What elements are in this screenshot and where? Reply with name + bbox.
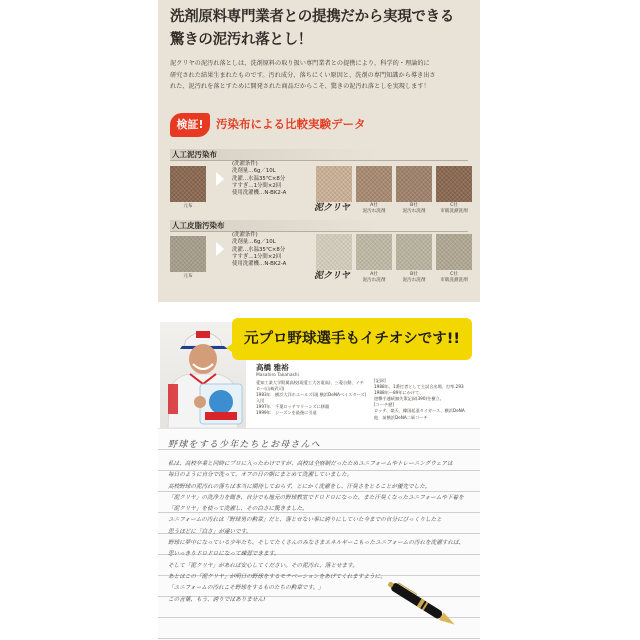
intro-line: 研究された結果生まれたものです。汚れ成分、落ちにくい原因と、洗剤の専門知識から導き出さ [170,71,436,79]
brand-label: 泥クリヤ [314,271,350,281]
arrow-right-icon [216,172,224,186]
career-line: ロッテ、楽天、韓国起亜タイガース、横浜DeNA [374,408,465,414]
endorsement-bubble: 元プロ野球選手もイチオシです!! [232,318,472,360]
result-swatch-c [436,234,472,270]
result-swatch-b [396,166,432,202]
condition-line: すすぎ…1分間×2回 [232,253,282,260]
letter-title: 野球をする少年たちとお母さんへ [168,440,321,450]
letter-line: ユニフォームの汚れは「野球男の勲章」だと、落とせない事に誇りにしていた今までの自分にびっくりしたと [168,517,442,524]
condition-line: 洗濯…水温35℃×8分 [232,175,286,182]
player-name-en: Masahiro Takahashi [256,373,299,378]
caption-line: B社 [410,272,418,277]
player-career [374,378,478,421]
intro-line: 泥クリヤの泥汚れ落としは、洗剤原料の取り扱い専門業者との提携により、科学的・理論的に [170,60,430,67]
fountain-pen-icon [378,578,470,634]
bio-line: 愛知工業大学附属高校(現愛工大名電高)、三菱自動、イチロー(山崎武司) [256,380,364,392]
letter-line: 「ユニフォームの汚れこそ野球をするものたちの勲章です。」 [168,585,324,592]
swatch-caption-c [434,272,474,284]
wash-conditions [232,232,312,268]
swatch-caption-b [394,272,434,284]
brand-label: 泥クリヤ [314,203,350,213]
swatch-caption: 元布 [183,204,193,209]
caption-line: 市販洗濯洗剤 [440,209,468,214]
letter-line: あとはこの「泥クリヤ」が明日の野球をするモチベーションをあげてくれますように。 [168,573,386,580]
player-bio [256,380,368,417]
player-endorsement [160,318,482,428]
letter-line: 毎日のように自分で洗って、オフの日の朝にまとめて洗濯していました。 [168,472,353,479]
bio-line: 1997年 千葉ロッテマリーンズに移籍 [256,404,330,410]
letter-line: 私は、高校卒業と同時にプロに入ったわけですが、高校は全寮制だったためユニフォームやトレーニングウェアは [168,461,453,467]
swatch-caption: 元布 [183,274,193,279]
condition-line: (洗濯条件) [232,232,258,238]
career-line: 1988年〜89年にかけて、 [374,390,424,396]
condition-line: すすぎ…1分間×2回 [232,182,282,189]
headline-line-1: 洗剤原料専門業者との提携だから実現できる [170,9,454,25]
verify-title: 汚染布による比較実験データ [216,117,366,131]
letter-line: 野球に夢中になっている少年たち、そしてたくさんのみなさまエネルギーこもったユニフォームの汚れを洗濯すれば、 [168,540,465,547]
letter-line: 「泥クリヤ」を使って洗濯し、その白さに驚きました。 [168,506,308,513]
bio-line: 1999年 シーズンを最後に引退 [256,410,317,416]
career-line: [コーチ歴] [374,402,395,408]
letter-line: 「泥クリヤ」の洗浄力を聞き、自分でも地元の野球教室でドロドロになった、また汗臭くなったユニフォームや下着を [168,494,464,501]
condition-line: 使用洗濯機…N-BK2-A [232,261,287,268]
headline [170,6,470,52]
original-cloth-swatch [170,236,206,272]
bio-line: 1983年 横浜大洋ホエールズ(現 横浜DeNAベイスターズ)入団 [256,392,367,404]
comparison-panel [158,0,480,302]
letter-line: 思うほどに「白さ」が違いです。 [168,528,252,535]
letter-line: そして「泥クリヤ」があれば安心してください。その泥汚れ、落とせます。 [168,562,358,569]
verify-heading [170,113,470,137]
swatch-caption-a [354,203,394,215]
condition-line: 洗剤量…6g／10L [232,239,276,246]
verify-badge: 検証! [170,113,210,137]
caption-line: C社 [450,203,458,208]
letter-line: この言葉、もう、誇りではありません! [168,596,266,603]
arrow-right-icon [216,242,224,256]
result-swatch-droclear [316,166,352,202]
caption-line: C社 [450,272,458,277]
career-line: 1988年、1番打者として主試合出場、打率.293 [374,384,464,390]
intro-line: れた、泥汚れを落とすために開発された商品だからこそ、驚きの泥汚れ落としを実現します！ [170,83,430,90]
condition-line: 使用洗濯機…N-BK2-A [232,190,287,197]
section-title-sebum: 人工皮脂汚染布 [170,220,468,232]
caption-line: 泥汚れ洗剤 [362,209,386,214]
original-cloth-swatch [170,166,206,202]
career-line: 遊撃手連続無失策記録(390)を樹立。 [374,396,444,402]
caption-line: 泥汚れ洗剤 [362,278,386,283]
letter-line: 高校野球の泥汚れの落ちは本当に期待しておらず、とにかく洗濯をし、汗臭さをとることが優先でした。 [168,483,431,490]
condition-line: 洗濯…水温35℃×8分 [232,246,286,253]
caption-line: 泥汚れ洗剤 [402,278,426,283]
caption-line: 市販洗濯洗剤 [440,278,468,283]
result-swatch-a [356,166,392,202]
caption-line: B社 [410,203,418,208]
condition-line: (洗濯条件) [232,161,258,167]
section-title-mud: 人工泥汚染布 [170,149,468,161]
caption-line: A社 [370,203,378,208]
intro-text [170,58,468,93]
condition-line: 洗剤量…6g／10L [232,168,276,175]
result-swatch-c [436,166,472,202]
letter-line: 思いっきりドロドロになって練習できます。 [168,551,280,558]
caption-line: A社 [370,272,378,277]
caption-line: 泥汚れ洗剤 [402,209,426,214]
result-swatch-b [396,234,432,270]
swatch-caption-b [394,203,434,215]
wash-conditions [232,161,312,197]
headline-line-2: 驚きの泥汚れ落とし！ [170,32,312,48]
swatch-caption-a [354,272,394,284]
result-swatch-droclear [316,234,352,270]
result-swatch-a [356,234,392,270]
career-line: [記録] [374,378,386,383]
player-name: 高橋 雅裕 [256,363,289,372]
swatch-caption-c [434,203,474,215]
career-line: 他 前横浜DeNA二軍コーチ [374,414,428,420]
